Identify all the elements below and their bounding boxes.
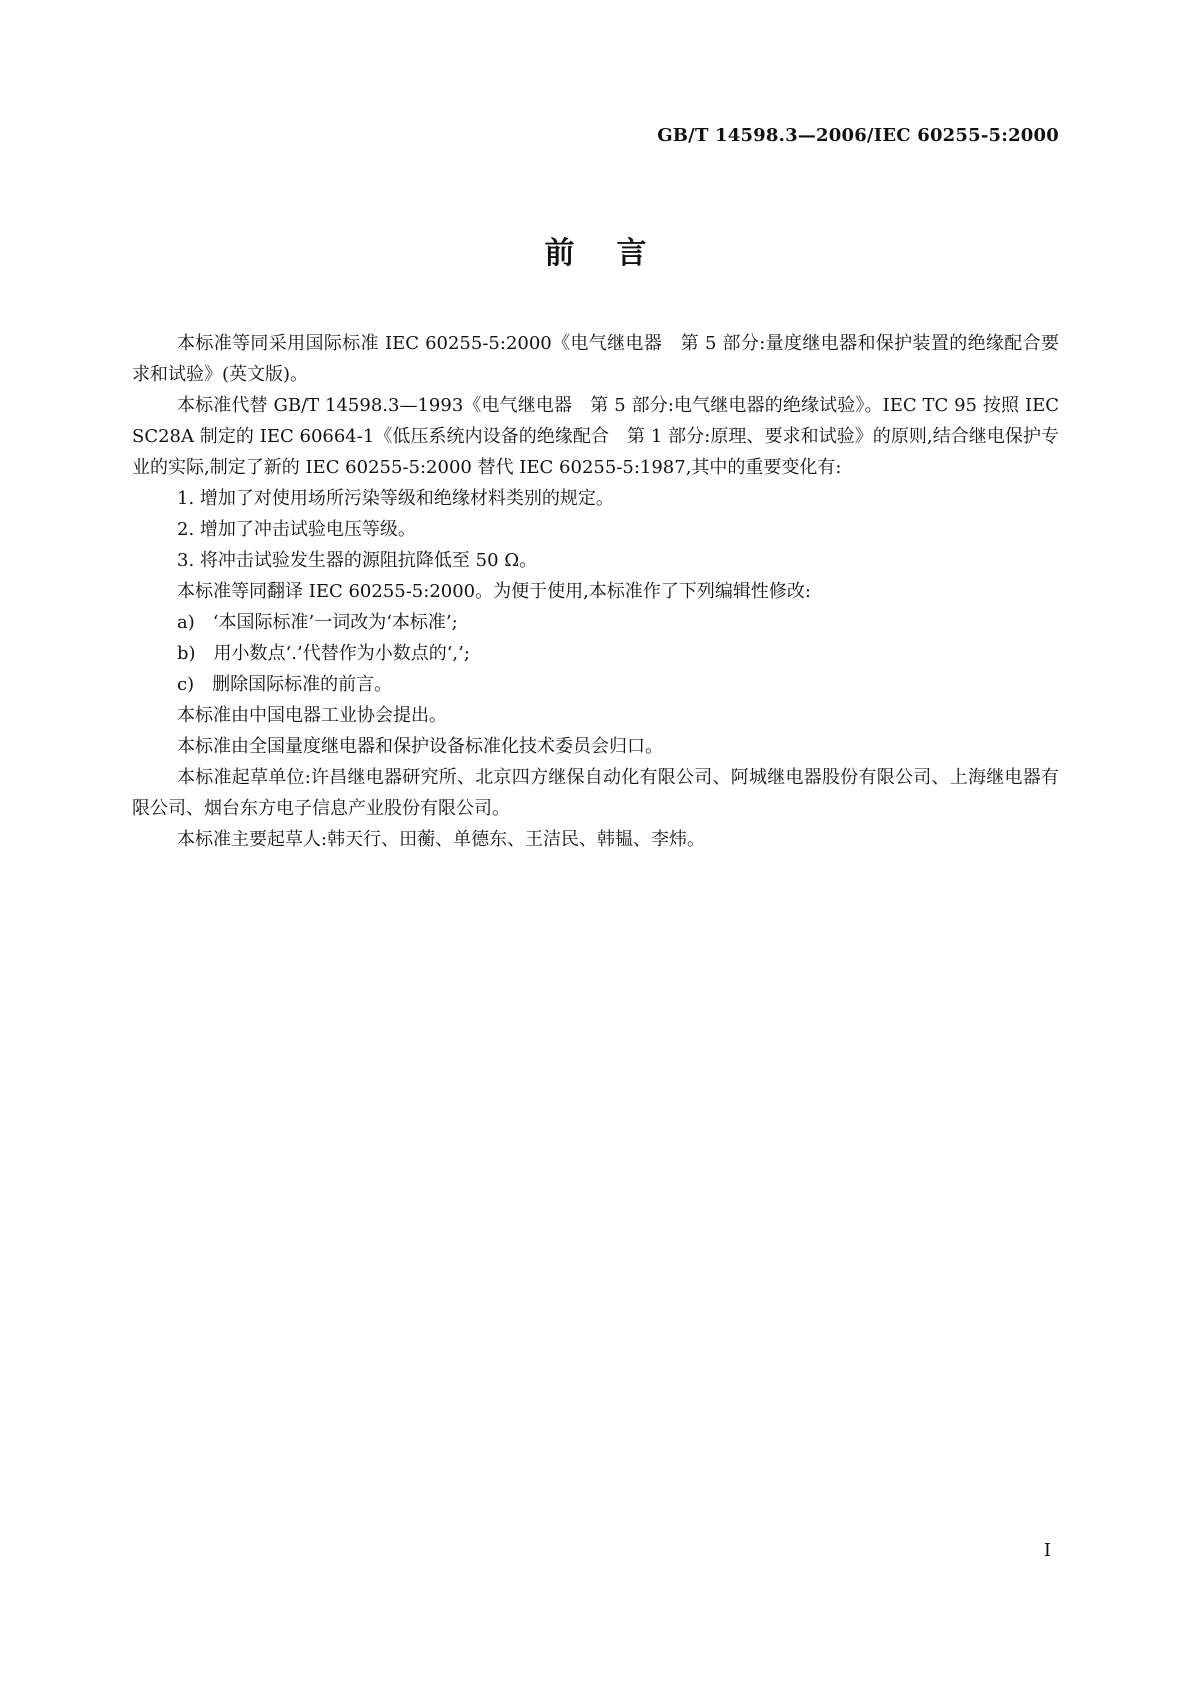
change-item-2: 2. 增加了冲击试验电压等级。 [177, 519, 416, 540]
paragraph-drafting-units: 本标准起草单位:许昌继电器研究所、北京四方继保自动化有限公司、阿城继电器股份有限公司、上海继电器有限公司、烟台东方电子信息产业股份有限公司。 [132, 767, 1059, 819]
page-number: I [1043, 1540, 1051, 1561]
edit-item-a: a) ‘本国际标准’一词改为‘本标准’; [177, 612, 458, 633]
paragraph-committee: 本标准由全国量度继电器和保护设备标准化技术委员会归口。 [177, 736, 663, 757]
foreword-body [132, 328, 1059, 855]
paragraph-translation: 本标准等同翻译 IEC 60255-5:2000。为便于使用,本标准作了下列编辑性修改: [177, 581, 811, 602]
paragraph-adoption: 本标准等同采用国际标准 IEC 60255-5:2000《电气继电器 第 5 部分:量度继电器和保护装置的绝缘配合要求和试验》(英文版)。 [132, 333, 1059, 385]
page-title: 前言 [544, 236, 689, 271]
edit-item-c: c) 删除国际标准的前言。 [177, 674, 393, 695]
standard-number-header: GB/T 14598.3—2006/IEC 60255-5:2000 [657, 125, 1059, 146]
paragraph-drafters: 本标准主要起草人:韩天行、田蘅、单德东、王洁民、韩韫、李炜。 [177, 829, 706, 850]
change-item-1: 1. 增加了对使用场所污染等级和绝缘材料类别的规定。 [177, 488, 614, 509]
edit-item-b: b) 用小数点‘.’代替作为小数点的‘,’; [177, 643, 470, 664]
paragraph-replacement: 本标准代替 GB/T 14598.3—1993《电气继电器 第 5 部分:电气继电器的绝缘试验》。IEC TC 95 按照 IEC SC28A 制定的 IEC 60664-1《低压系统内设备的绝缘配合 第 1 部分:原理、要求和试验》的原则,结合继电保护专业的实际,制定了新的 IEC 60255-5:2000 替代 IEC 60255-5:1987,其中的重要变化有: [132, 395, 1059, 478]
paragraph-proposer: 本标准由中国电器工业协会提出。 [177, 705, 447, 726]
change-item-3: 3. 将冲击试验发生器的源阻抗降低至 50 Ω。 [177, 550, 538, 571]
